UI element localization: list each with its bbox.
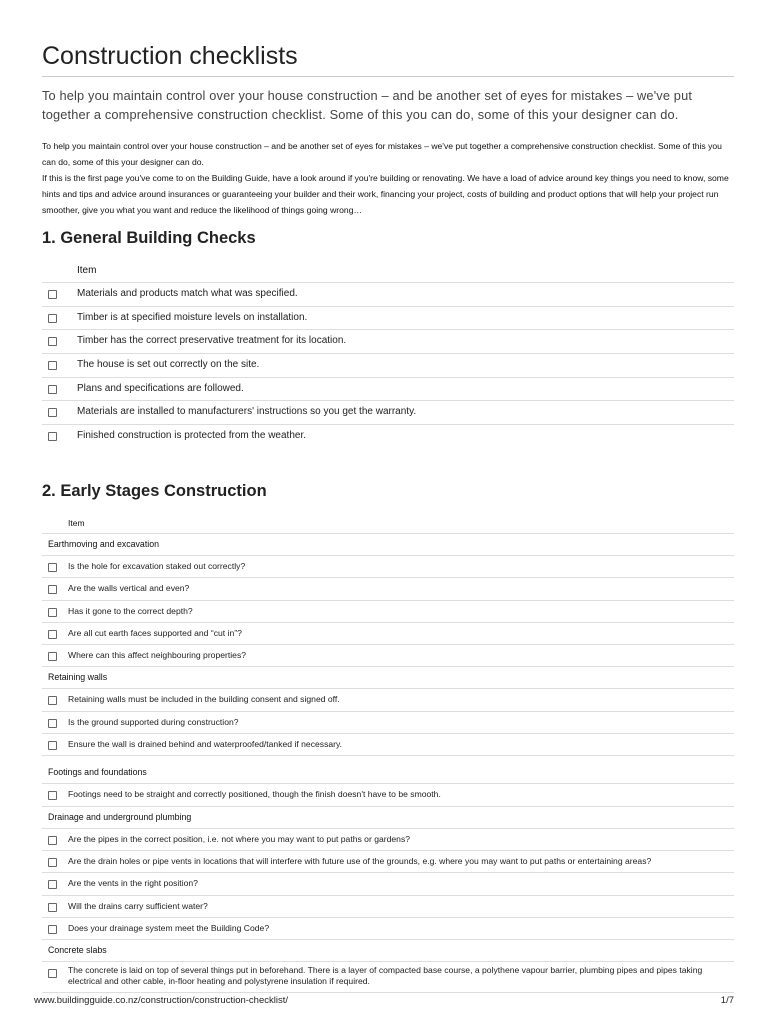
table-header <box>42 260 734 282</box>
table-bottom-border <box>42 992 734 993</box>
item-text: Plans and specifications are followed. <box>77 382 244 394</box>
table-row <box>42 329 734 353</box>
checkbox[interactable] <box>48 290 57 299</box>
table-row <box>42 555 734 577</box>
table-row <box>42 850 734 872</box>
table-row <box>42 600 734 622</box>
page-title: Construction checklists <box>42 42 298 70</box>
item-column-header: Item <box>77 265 97 276</box>
group-title: Footings and foundations <box>48 767 147 778</box>
table-row <box>42 306 734 330</box>
checkbox[interactable] <box>48 719 57 728</box>
table-row <box>42 783 734 805</box>
checkbox[interactable] <box>48 337 57 346</box>
table-row <box>42 400 734 424</box>
group-header <box>42 939 734 961</box>
checkbox[interactable] <box>48 791 57 800</box>
item-text: Timber is at specified moisture levels on installation. <box>77 311 308 323</box>
item-text: The house is set out correctly on the site. <box>77 359 260 371</box>
table-row <box>42 377 734 401</box>
checkbox[interactable] <box>48 903 57 912</box>
page-url: www.buildingguide.co.nz/construction/construction-checklist/ <box>34 995 288 1006</box>
item-text: Footings need to be straight and correctly positioned, though the finish doesn't have to be smooth. <box>68 789 441 800</box>
general-checks-table <box>42 260 734 448</box>
table-row <box>42 895 734 917</box>
checkbox[interactable] <box>48 630 57 639</box>
checkbox[interactable] <box>48 432 57 441</box>
item-text: Ensure the wall is drained behind and waterproofed/tanked if necessary. <box>68 739 343 750</box>
item-text: Is the ground supported during construction? <box>68 716 239 727</box>
checkbox[interactable] <box>48 652 57 661</box>
group-header <box>42 755 734 783</box>
section-2-heading: 2. Early Stages Construction <box>42 482 267 500</box>
checkbox[interactable] <box>48 925 57 934</box>
table-row <box>42 733 734 755</box>
item-text: Retaining walls must be included in the building consent and signed off. <box>68 694 340 705</box>
table-row <box>42 961 734 992</box>
item-text: Are the walls vertical and even? <box>68 583 190 594</box>
group-title: Concrete slabs <box>48 945 107 956</box>
checkbox[interactable] <box>48 858 57 867</box>
checkbox[interactable] <box>48 563 57 572</box>
checkbox[interactable] <box>48 741 57 750</box>
item-text: The concrete is laid on top of several things put in beforehand. There is a layer of compacted base course, a polythene vapour barrier, plumbing pipes and pipes taking electrical and other cable, in-floor heating and polystyrene insulation if required. <box>68 965 703 986</box>
item-text: Are the vents in the right position? <box>68 878 198 889</box>
page-number: 1/7 <box>720 995 734 1006</box>
table-row <box>42 282 734 306</box>
table-row <box>42 872 734 894</box>
checkbox[interactable] <box>48 608 57 617</box>
item-text: Materials and products match what was specified. <box>77 288 298 299</box>
table-row <box>42 828 734 850</box>
item-text: Are all cut earth faces supported and “cut in”? <box>68 627 242 638</box>
table-row <box>42 577 734 599</box>
checkbox[interactable] <box>48 408 57 417</box>
table-row <box>42 711 734 733</box>
group-header <box>42 533 734 555</box>
group-title: Retaining walls <box>48 672 108 683</box>
checkbox[interactable] <box>48 836 57 845</box>
item-text: Materials are installed to manufacturers' instructions so you get the warranty. <box>77 406 417 418</box>
checkbox[interactable] <box>48 696 57 705</box>
group-title: Earthmoving and excavation <box>48 539 160 549</box>
table-row <box>42 424 734 448</box>
table-row <box>42 644 734 666</box>
item-text: Are the drain holes or pipe vents in locations that will interfere with future use of the grounds, e.g. where you may want to put paths or entertaining areas? <box>68 855 652 866</box>
table-row <box>42 917 734 939</box>
checkbox[interactable] <box>48 880 57 889</box>
checkbox[interactable] <box>48 585 57 594</box>
table-header <box>42 515 734 533</box>
item-text: Timber has the correct preservative treatment for its location. <box>77 335 347 347</box>
item-text: Does your drainage system meet the Building Code? <box>68 922 270 933</box>
item-column-header: Item <box>68 518 85 528</box>
section-1-heading: 1. General Building Checks <box>42 229 256 247</box>
intro-paragraph-1: To help you maintain control over your house construction – and be another set of eyes for mistakes – we've put together a comprehensive construction checklist. Some of this you can do, some of this your designer can do. <box>42 141 722 167</box>
early-stages-table <box>42 515 734 993</box>
intro-body <box>42 138 732 218</box>
checkbox[interactable] <box>48 969 57 978</box>
item-text: Are the pipes in the correct position, i.e. not where you may want to put paths or gardens? <box>68 833 411 844</box>
item-text: Where can this affect neighbouring properties? <box>68 650 247 661</box>
item-text: Has it gone to the correct depth? <box>68 605 193 616</box>
intro-paragraph-2: If this is the first page you've come to on the Building Guide, have a look around if you're building or renovating. We have a load of advice around key things you need to know, some hints and tips and advice around insurances or guaranteeing your builder and their work, financing your project, costs of building and product options that will help your project run smoother, give you what you want and reduce the likelihood of things going wrong… <box>42 173 729 215</box>
table-row <box>42 688 734 710</box>
item-text: Finished construction is protected from the weather. <box>77 430 307 442</box>
checkbox[interactable] <box>48 385 57 394</box>
group-title: Drainage and underground plumbing <box>48 811 192 822</box>
table-row <box>42 353 734 377</box>
item-text: Is the hole for excavation staked out correctly? <box>68 561 246 571</box>
checkbox[interactable] <box>48 314 57 323</box>
group-header <box>42 666 734 688</box>
table-row <box>42 622 734 644</box>
checkbox[interactable] <box>48 361 57 370</box>
item-text: Will the drains carry sufficient water? <box>68 900 208 911</box>
intro-lead: To help you maintain control over your house construction – and be another set of eyes for mistakes – we've put together a comprehensive construction checklist. Some of this you can do, some of this your designer can do. <box>42 88 693 122</box>
title-divider <box>42 76 734 77</box>
group-header <box>42 806 734 828</box>
